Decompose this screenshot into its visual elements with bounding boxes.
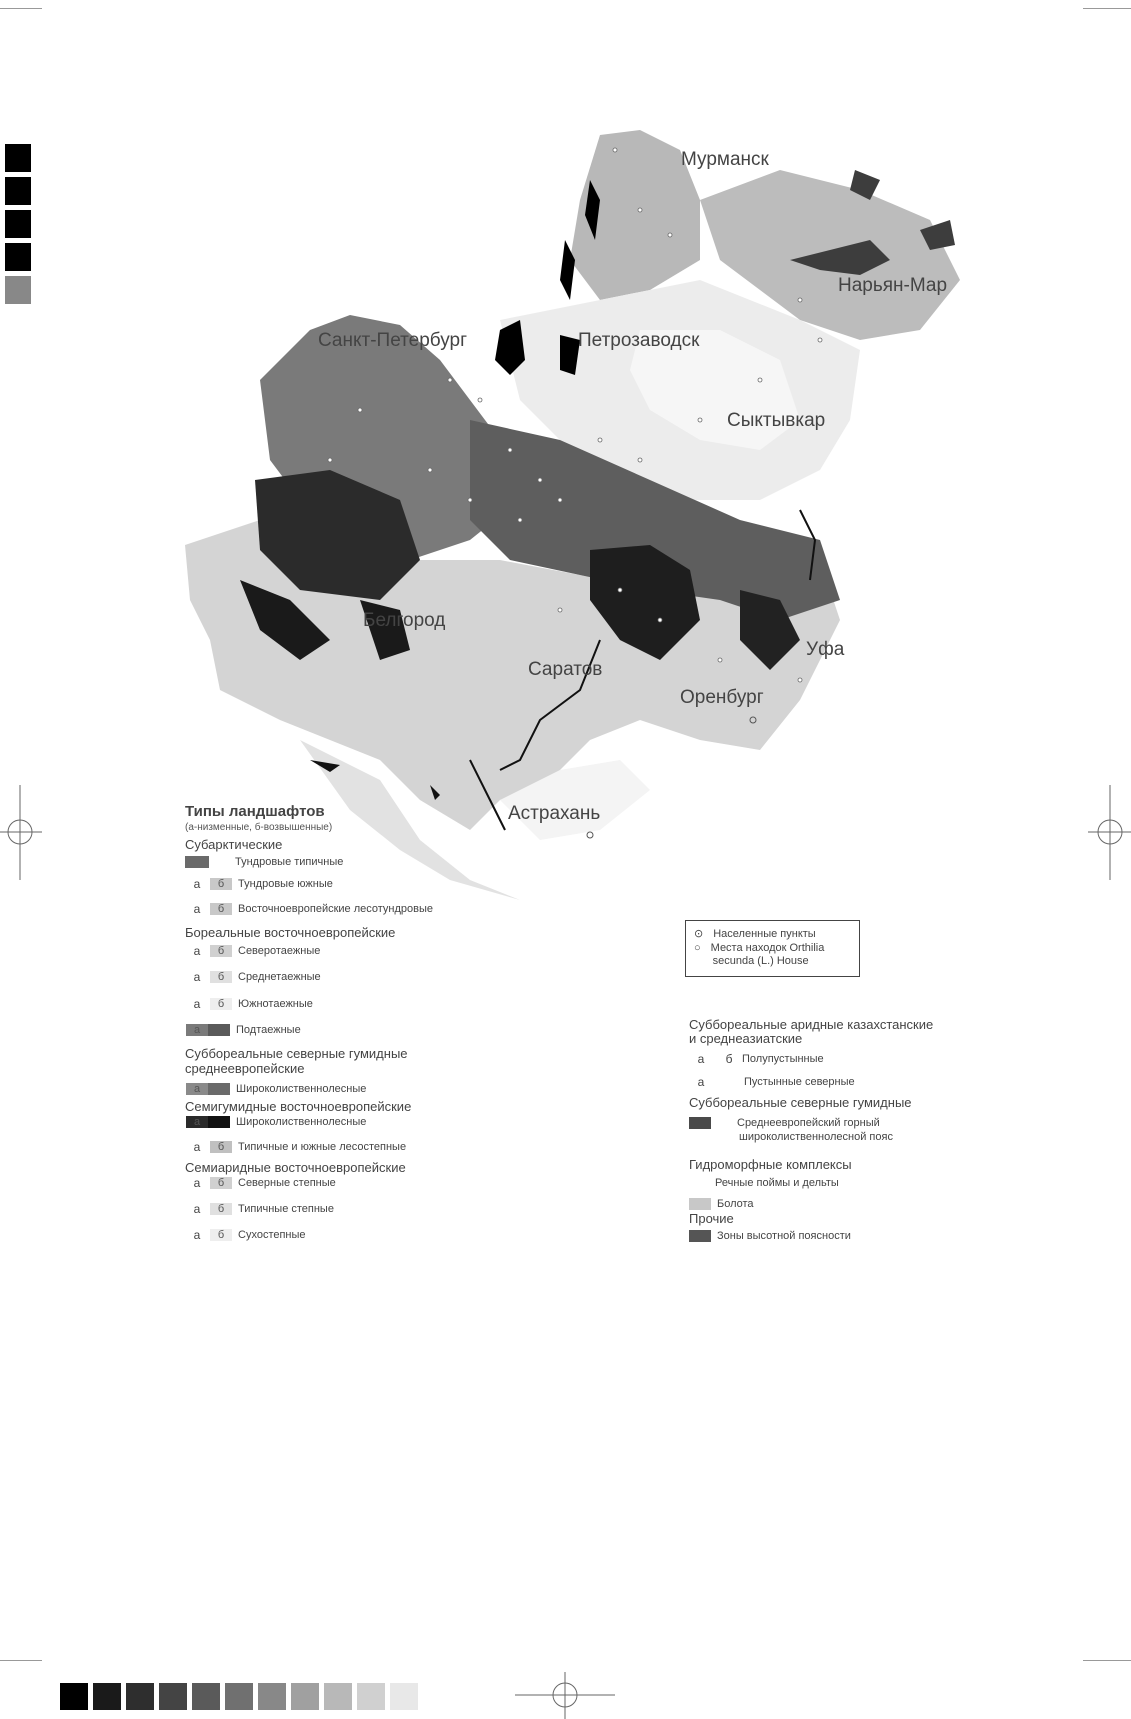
city-label-petrozavodsk: Петрозаводск (578, 330, 700, 351)
legend-category-arid-2: и среднеазиатские (689, 1031, 803, 1046)
legend-row: а б Типичные и южные лесостепные (193, 1140, 407, 1154)
legend-swatch (185, 856, 209, 868)
legend-category-other: Прочие (689, 1211, 734, 1226)
map-regions (185, 130, 960, 900)
legend-row: а Широколиственнолесные (186, 1083, 366, 1095)
city-label-saratov: Саратов (528, 659, 603, 680)
legend-swatch (689, 1117, 711, 1129)
legend-subtitle: (а-низменные, б-возвышенные) (185, 822, 333, 833)
legend-row: а Широколиственнолесные (186, 1116, 366, 1128)
city-label-belgorod: Белгород (363, 610, 446, 631)
legend-markers-box (685, 920, 860, 977)
legend-category-north-humid: Суббореальные северные гумидные (689, 1095, 912, 1110)
legend-row: Зоны высотной поясности (689, 1230, 851, 1242)
legend-category-subboreal-humid: Суббореальные северные гумидные (185, 1046, 408, 1061)
legend-row: а б Северотаежные (193, 944, 321, 958)
city-label-ufa: Уфа (806, 639, 845, 660)
settlement-symbol-icon: ⊙ (694, 928, 704, 940)
legend-row: а б Северные степные (193, 1176, 336, 1190)
legend-finds-row: ○ Места находок Orthilia secunda (L.) House (694, 942, 825, 967)
legend-row: а б Типичные степные (193, 1202, 334, 1216)
legend-row: а б Южнотаежные (193, 997, 313, 1011)
legend-row: а б Восточноевропейские лесотундровые (193, 902, 434, 916)
legend-row: Среднеевропейский горный (689, 1117, 880, 1129)
finds-symbol-icon: ○ (694, 942, 701, 954)
legend-row: а б Среднетаежные (193, 970, 321, 984)
legend-category-hydro: Гидроморфные комплексы (689, 1157, 852, 1172)
color-calibration-bottom (60, 1683, 418, 1710)
city-label-st-petersburg: Санкт-Петербург (318, 330, 468, 351)
legend-category-semihumid: Семигумидные восточноевропейские (185, 1099, 412, 1114)
legend-row: а б Тундровые южные (193, 877, 333, 891)
city-label-syktyvkar: Сыктывкар (727, 410, 826, 431)
legend-swatch (689, 1230, 711, 1242)
legend-row: а б Полупустынные (697, 1052, 824, 1066)
legend-title: Типы ландшафтов (185, 803, 325, 820)
legend-row: Болота (689, 1198, 754, 1210)
city-label-astrakhan: Астрахань (508, 803, 601, 824)
legend-settlements-row: ⊙ Населенные пункты (694, 928, 816, 940)
legend-row: а б Сухостепные (193, 1228, 306, 1242)
legend-category-boreal: Бореальные восточноевропейские (185, 925, 396, 940)
legend-category-subarctic: Субарктические (185, 837, 283, 852)
registration-target (0, 785, 1131, 1719)
legend-category-subboreal-humid-2: среднеевропейские (185, 1061, 305, 1076)
legend-category-semiarid: Семиаридные восточноевропейские (185, 1160, 406, 1175)
legend-category-arid: Суббореальные аридные казахстанские (689, 1017, 934, 1032)
legend-row: а Подтаежные (186, 1024, 301, 1036)
legend-swatch (689, 1198, 711, 1210)
city-label-naryan-mar: Нарьян-Мар (838, 275, 948, 296)
city-label-murmansk: Мурманск (681, 149, 769, 170)
legend-row: Тундровые типичные (185, 856, 343, 868)
legend-row: а Пустынные северные (697, 1075, 855, 1089)
city-label-orenburg: Оренбург (680, 687, 764, 708)
